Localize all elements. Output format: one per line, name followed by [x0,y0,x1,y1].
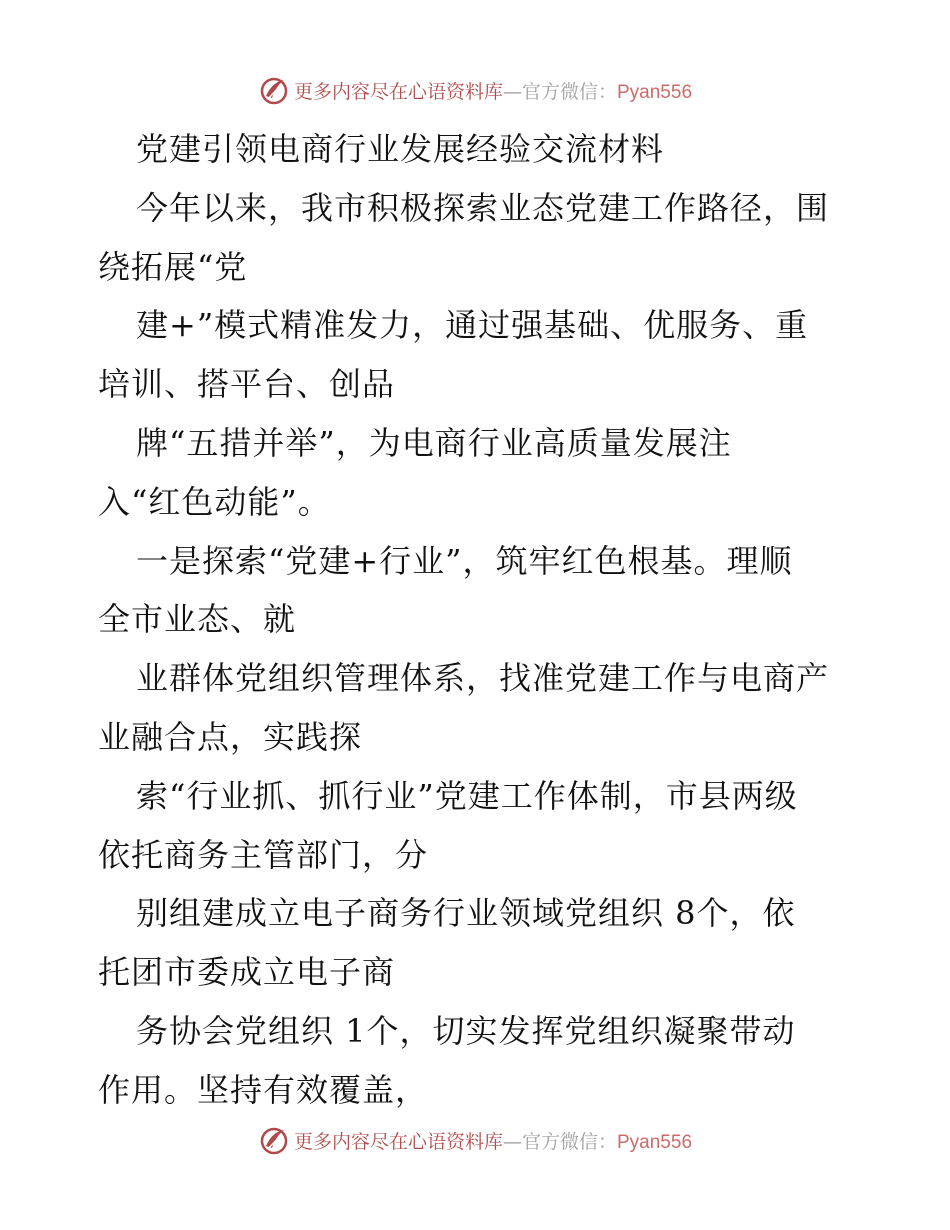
text-line: 入“红色动能”。 [98,482,331,521]
text-line: 全市业态、就 [98,600,297,639]
text-line: 托团市委成立电子商 [98,953,396,992]
banner-main-text: 更多内容尽在心语资料库 [293,80,503,103]
text-line: 作用。坚持有效覆盖， [98,1070,429,1109]
document-title: 党建引领电商行业发展经验交流材料 [136,130,665,168]
text-line: 一是探索“党建+行业”，筑牢红色根基。理顺 [136,541,793,580]
text-line: 业融合点，实践探 [98,717,363,756]
text-line: 牌“五措并举”，为电商行业高质量发展注 [136,423,732,462]
banner-wechat-handle: Pyan556 [617,1131,693,1153]
text-line: 建+”模式精准发力，通过强基础、优服务、重 [136,306,809,345]
banner-wechat-handle: Pyan556 [617,81,693,103]
text-line: 绕拓展“党 [98,247,248,286]
banner-wechat-label: 官方微信： [521,1130,617,1153]
header-watermark-banner [0,73,950,107]
document-body [98,120,858,1120]
banner-wechat-label: 官方微信： [521,80,617,103]
ribbon-logo-icon [258,1124,290,1156]
banner-separator: — [502,80,522,103]
banner-text [294,1127,692,1154]
ribbon-logo-icon [258,74,290,106]
banner-text [294,77,692,104]
text-line: 培训、搭平台、创品 [98,365,396,404]
text-line: 索“行业抓、抓行业”党建工作体制，市县两级 [136,776,798,815]
text-line: 别组建成立电子商务行业领域党组织 8个，依 [136,894,796,933]
banner-separator: — [502,1130,522,1153]
text-line: 依托商务主管部门，分 [98,835,429,874]
text-line: 今年以来，我市积极探索业态党建工作路径，围 [136,188,830,227]
banner-main-text: 更多内容尽在心语资料库 [293,1130,503,1153]
text-line: 务协会党组织 1个，切实发挥党组织凝聚带动 [136,1011,796,1050]
text-line: 业群体党组织管理体系，找准党建工作与电商产 [136,659,830,698]
footer-watermark-banner [0,1123,950,1157]
